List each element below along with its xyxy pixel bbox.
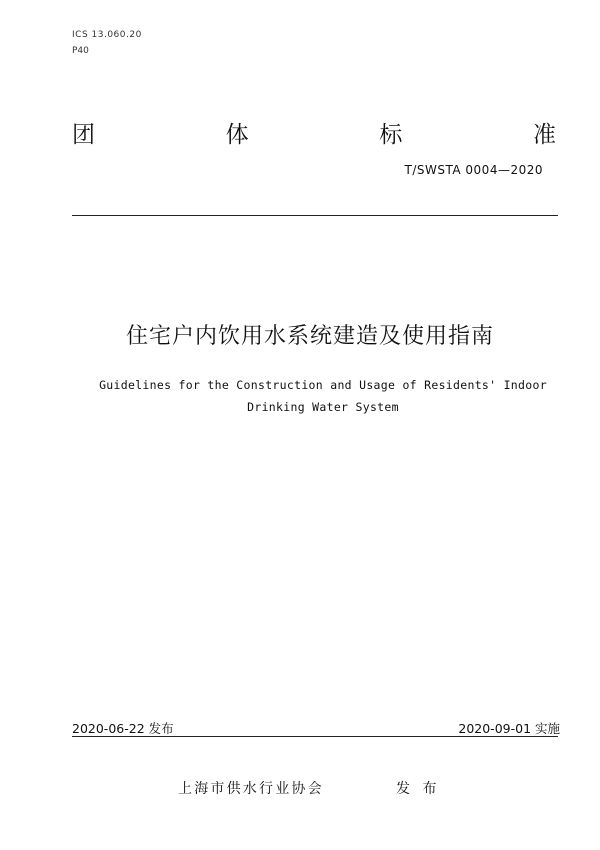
publish-date: 2020-06-22 发布: [72, 721, 174, 736]
standard-number: T/SWSTA 0004—2020: [404, 163, 543, 177]
category-char-2: 体: [225, 122, 249, 148]
implement-date: 2020-09-01 实施: [458, 721, 560, 736]
header-divider: [72, 215, 558, 216]
ccs-code: P40: [72, 46, 89, 56]
title-english-line-1: Guidelines for the Construction and Usage of Residents' Indoor: [99, 378, 547, 392]
issue-action: 发 布: [396, 781, 441, 797]
issuer-name: 上海市供水行业协会: [178, 781, 324, 797]
footer-divider: [72, 736, 558, 737]
category-char-1: 团: [72, 122, 95, 148]
category-char-4: 准: [532, 122, 556, 148]
title-chinese: 住宅户内饮用水系统建造及使用指南: [125, 324, 494, 349]
ics-code: ICS 13.060.20: [72, 30, 142, 40]
category-char-3: 标: [379, 122, 403, 148]
standard-category: [72, 116, 556, 146]
title-english-line-2: Drinking Water System: [247, 400, 399, 414]
